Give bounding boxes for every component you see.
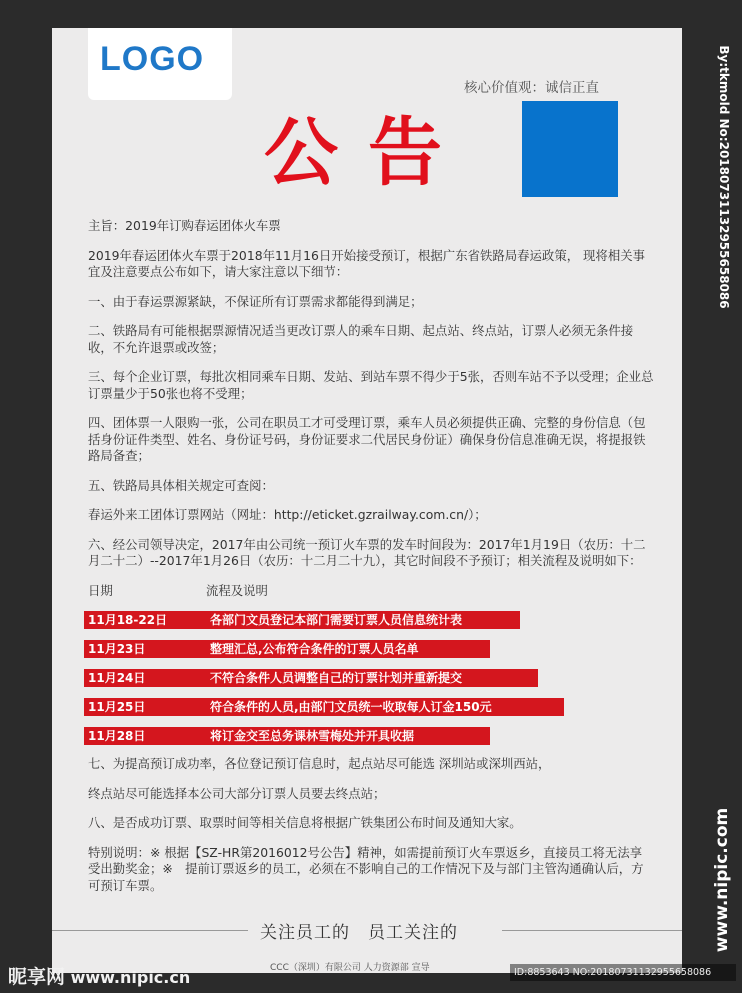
id-watermark: ID:8853643 NO:20180731132955658086: [510, 964, 736, 981]
step-row: [84, 669, 538, 687]
company-name: CCC（深圳）有限公司 人力资源部 宣导: [270, 963, 430, 973]
process-steps: [84, 611, 654, 745]
step-row: [84, 698, 564, 716]
step-date: 11月28日: [88, 728, 146, 743]
nipic-side-text: www.nipic.com: [712, 807, 732, 953]
step-row: [84, 640, 490, 658]
paragraph-6: 六、经公司领导决定，2017年由公司统一预订火车票的发车时间段为：2017年1月19日（农历：十二月二十二）--2017年1月26日（农历：十二月二十九），其它时间段不予预订；相关流程及说明如下：: [88, 536, 646, 568]
process-header: 流程及说明: [206, 582, 268, 598]
step-date: 11月18-22日: [88, 612, 168, 627]
paragraph-3: 三、每个企业订票，每批次相同乘车日期、发站、到站车票不得少于5张，否则车站不予以受理；企业总订票量少于50张也将不受理；: [88, 369, 654, 401]
side-watermark: [709, 12, 739, 342]
step-text: 将订金交至总务课林雪梅处并开具收据: [210, 728, 415, 743]
step-row: [84, 727, 490, 745]
step-text: 各部门文员登记本部门需要订票人员信息统计表: [210, 612, 463, 627]
paragraph-5: 五、铁路局具体相关规定可查阅：: [88, 477, 274, 493]
core-values: 核心价值观：诚信正直: [464, 80, 599, 96]
notice-title: 公告: [264, 111, 472, 194]
paragraph-7: 七、为提高预订成功率，各位登记预订信息时，起点站尽可能选 深圳站或深圳西站，: [88, 756, 551, 771]
step-date: 11月25日: [88, 699, 146, 714]
date-header: 日期: [88, 582, 113, 598]
footer-divider-left: [52, 930, 248, 931]
notice-body: [88, 218, 654, 907]
logo-text: LOGO: [100, 40, 205, 78]
step-date: 11月23日: [88, 641, 146, 656]
step-date: 11月24日: [88, 670, 146, 685]
subject-line: 主旨：2019年订购春运团体火车票: [88, 218, 281, 233]
step-text: 整理汇总,公布符合条件的订票人员名单: [210, 641, 419, 656]
blue-square: [522, 101, 618, 197]
brand-watermark: [8, 962, 190, 989]
brand-name: 昵享网: [8, 966, 66, 988]
step-row: [84, 611, 520, 629]
step-text: 不符合条件人员调整自己的订票计划并重新提交: [210, 670, 463, 685]
special-note: 特别说明：※ 根据【SZ-HR第2016012号公告】精神，如需提前预订火车票返乡，直接员工将无法享受出勤奖金；※ 提前订票返乡的员工，必须在不影响自己的工作情况下及与部门主管沟通确认后，方可预订车票。: [88, 844, 644, 893]
side-watermark-text: By:tkmold No:20180731132955658086: [717, 45, 731, 309]
paragraph-1: 一、由于春运票源紧缺，不保证所有订票需求都能得到满足；: [88, 293, 423, 309]
paragraph-intro: 2019年春运团体火车票于2018年11月16日开始接受预订，根据广东省铁路局春运政策， 现将相关事宜及注意要点公布如下，请大家注意以下细节：: [88, 247, 645, 279]
footer-divider-right: [502, 930, 682, 931]
brand-url: www.nipic.cn: [70, 968, 191, 987]
logo-box: [88, 28, 232, 100]
nipic-side-watermark: [705, 780, 739, 980]
step-text: 符合条件的人员,由部门文员统一收取每人订金150元: [210, 699, 492, 714]
notice-poster: [52, 28, 682, 973]
paragraph-8: 八、是否成功订票、取票时间等相关信息将根据广铁集团公布时间及通知大家。: [88, 815, 522, 830]
process-table-header: [88, 583, 654, 600]
paragraph-4: 四、团体票一人限购一张，公司在职员工才可受理订票，乘车人员必须提供正确、完整的身份信息（包括身份证件类型、姓名、身份证号码，身份证要求二代居民身份证）确保身份信息准确无误，将提报铁路局备查；: [88, 415, 646, 463]
website-line: 春运外来工团体订票网站（网址：http://eticket.gzrailway.com.cn/）；: [88, 507, 487, 522]
slogan: 关注员工的 员工关注的: [260, 923, 458, 943]
paragraph-7-continued: 终点站尽可能选择本公司大部分订票人员要去终点站；: [88, 785, 386, 801]
paragraph-2: 二、铁路局有可能根据票源情况适当更改订票人的乘车日期、起点站、终点站，订票人必须无条件接收，不允许退票或改签；: [88, 323, 634, 355]
